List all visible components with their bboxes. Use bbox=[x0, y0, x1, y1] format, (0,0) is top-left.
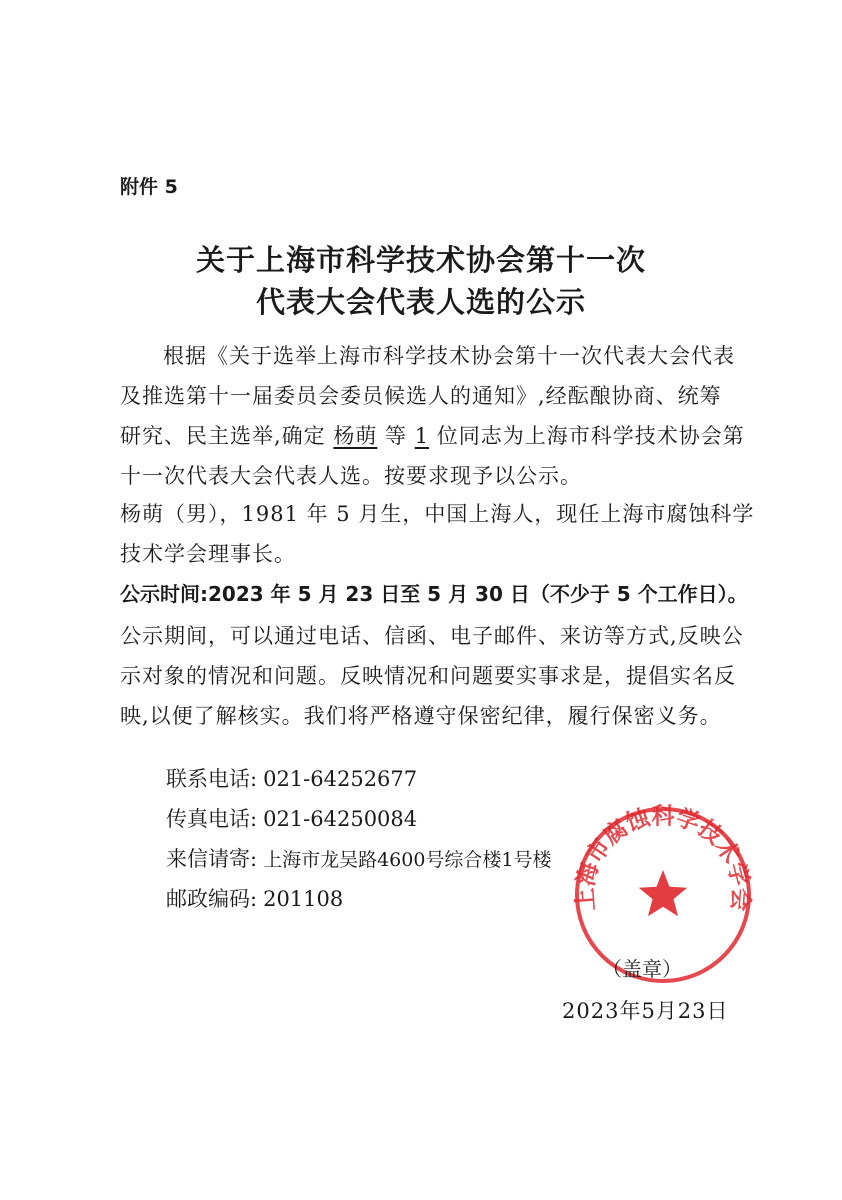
contact-fax-value: 021-64250084 bbox=[263, 807, 418, 831]
publicity-period: 公示时间:2023 年 5 月 23 日至 5 月 30 日（不少于 5 个工作日）。 bbox=[120, 582, 748, 606]
paragraph-1-line-3-b: 等 bbox=[377, 424, 415, 448]
contact-phone-value: 021-64252677 bbox=[263, 767, 418, 791]
paragraph-1-line-3-c: 位同志为上海市科学技术协会第 bbox=[429, 424, 745, 448]
paragraph-1-line-4: 十一次代表大会代表人选。按要求现予以公示。 bbox=[120, 464, 582, 488]
contact-mail-address bbox=[166, 843, 552, 873]
nominee-count: 1 bbox=[414, 424, 430, 448]
document-title-line-2: 代表大会代表人选的公示 bbox=[255, 285, 586, 319]
paragraph-3-line-2: 示对象的情况和问题。反映情况和问题要实事求是，提倡实名反 bbox=[120, 664, 736, 688]
contact-fax-label: 传真电话: bbox=[166, 807, 258, 831]
seal-note: （盖章） bbox=[602, 957, 682, 981]
contact-mail-label: 来信请寄: bbox=[166, 847, 258, 871]
contact-phone-label: 联系电话: bbox=[166, 767, 258, 791]
paragraph-3-line-1: 公示期间，可以通过电话、信函、电子邮件、来访等方式,反映公 bbox=[120, 624, 744, 648]
candidate-line-2: 技术学会理事长。 bbox=[120, 542, 296, 566]
seal-star-icon bbox=[639, 870, 688, 916]
seal-text: 上海市腐蚀科学技术学会 bbox=[571, 802, 755, 912]
attachment-label: 附件 5 bbox=[120, 176, 178, 198]
issue-date: 2023年5月23日 bbox=[562, 999, 729, 1023]
contact-fax bbox=[166, 803, 417, 833]
contact-postcode-label: 邮政编码: bbox=[166, 887, 258, 911]
document-title-line-1: 关于上海市科学技术协会第十一次 bbox=[195, 243, 646, 277]
contact-postcode bbox=[166, 883, 343, 913]
contact-mail-value: 上海市龙吴路4600号综合楼1号楼 bbox=[263, 849, 552, 871]
paragraph-1-line-1: 根据《关于选举上海市科学技术协会第十一次代表大会代表 bbox=[163, 344, 735, 368]
paragraph-1-line-3-a: 研究、民主选举,确定 bbox=[120, 424, 334, 448]
nominee-name: 杨萌 bbox=[333, 424, 378, 448]
paragraph-3-line-3: 映,以便了解核实。我们将严格遵守保密纪律，履行保密义务。 bbox=[120, 704, 722, 728]
candidate-line-1: 杨萌（男），1981 年 5 月生，中国上海人，现任上海市腐蚀科学 bbox=[120, 502, 755, 526]
paragraph-1-line-3 bbox=[120, 420, 745, 450]
paragraph-1-line-2: 及推选第十一届委员会委员候选人的通知》,经酝酿协商、统筹 bbox=[120, 384, 722, 408]
contact-postcode-value: 201108 bbox=[263, 887, 344, 911]
contact-phone bbox=[166, 763, 417, 793]
